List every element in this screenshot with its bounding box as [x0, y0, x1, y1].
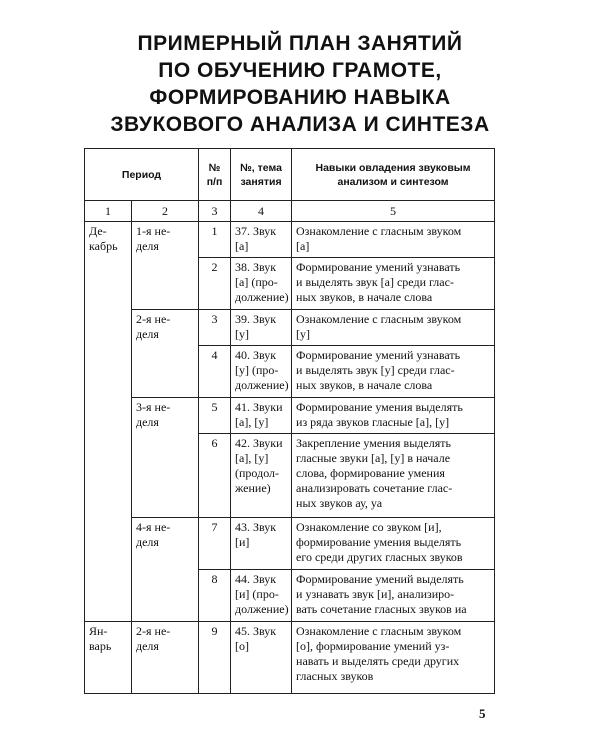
page-title: ПРИМЕРНЫЙ ПЛАН ЗАНЯТИЙ ПО ОБУЧЕНИЮ ГРАМОТЕ, ФОРМИРОВАНИЮ НАВЫКА ЗВУКОВОГО АНАЛИЗА И СИНТЕЗА: [110, 32, 490, 136]
week-cell: 1-я не- деля: [132, 222, 199, 310]
month-cell: Де- кабрь: [85, 222, 132, 622]
header-period: Период: [85, 149, 199, 201]
table-row: 4 40. Звук [у] (про- должение) Формирование умений узнавать и выделять звук [у] среди глас- ных звуков, в начале слова: [85, 346, 495, 398]
table-row: 2 38. Звук [а] (про- должение) Формирование умений узнавать и выделять звук [а] среди глас- ных звуков, в начале слова: [85, 258, 495, 310]
week-cell: 2-я не- деля: [132, 310, 199, 398]
header-num: № п/п: [199, 149, 231, 201]
table-row: 2-я не- деля 3 39. Звук [у] Ознакомление с гласным звуком [у]: [85, 310, 495, 346]
table-row: 8 44. Звук [и] (про- должение) Формирование умений выделять и узнавать звук [и], анализиро- вать сочетание гласных звуков иа: [85, 570, 495, 622]
table-row: Де- кабрь 1-я не- деля 1 37. Звук [а] Ознакомление с гласным звуком [а]: [85, 222, 495, 258]
month-cell: Ян- варь: [85, 622, 132, 694]
week-cell: 4-я не- деля: [132, 518, 199, 622]
table-row: 3-я не- деля 5 41. Звуки [а], [у] Формирование умения выделять из ряда звуков гласные [а], [у]: [85, 398, 495, 434]
header-row: [85, 149, 495, 201]
header-skills: Навыки овладения звуковым анализом и синтезом: [292, 149, 495, 201]
table-row: Ян- варь 2-я не- деля 9 45. Звук [о] Ознакомление с гласным звуком [о], формирование умений уз- навать и выделять среди других гласных звуков: [85, 622, 495, 694]
week-cell: 2-я не- деля: [132, 622, 199, 694]
week-cell: 3-я не- деля: [132, 398, 199, 518]
lesson-plan-table: [84, 148, 495, 694]
page-number: 5: [479, 706, 486, 721]
table-row: 4-я не- деля 7 43. Звук [и] Ознакомление со звуком [и], формирование умения выделять его среди других гласных звуков: [85, 518, 495, 570]
table-row: 6 42. Звуки [а], [у] (продол- жение) Закрепление умения выделять гласные звуки [а], [у] в начале слова, формирование умения анализировать сочетание глас- ных звуков ау, уа: [85, 434, 495, 518]
header-topic: №, тема занятия: [231, 149, 292, 201]
column-number-row: 1 2 3 4 5: [85, 201, 495, 222]
